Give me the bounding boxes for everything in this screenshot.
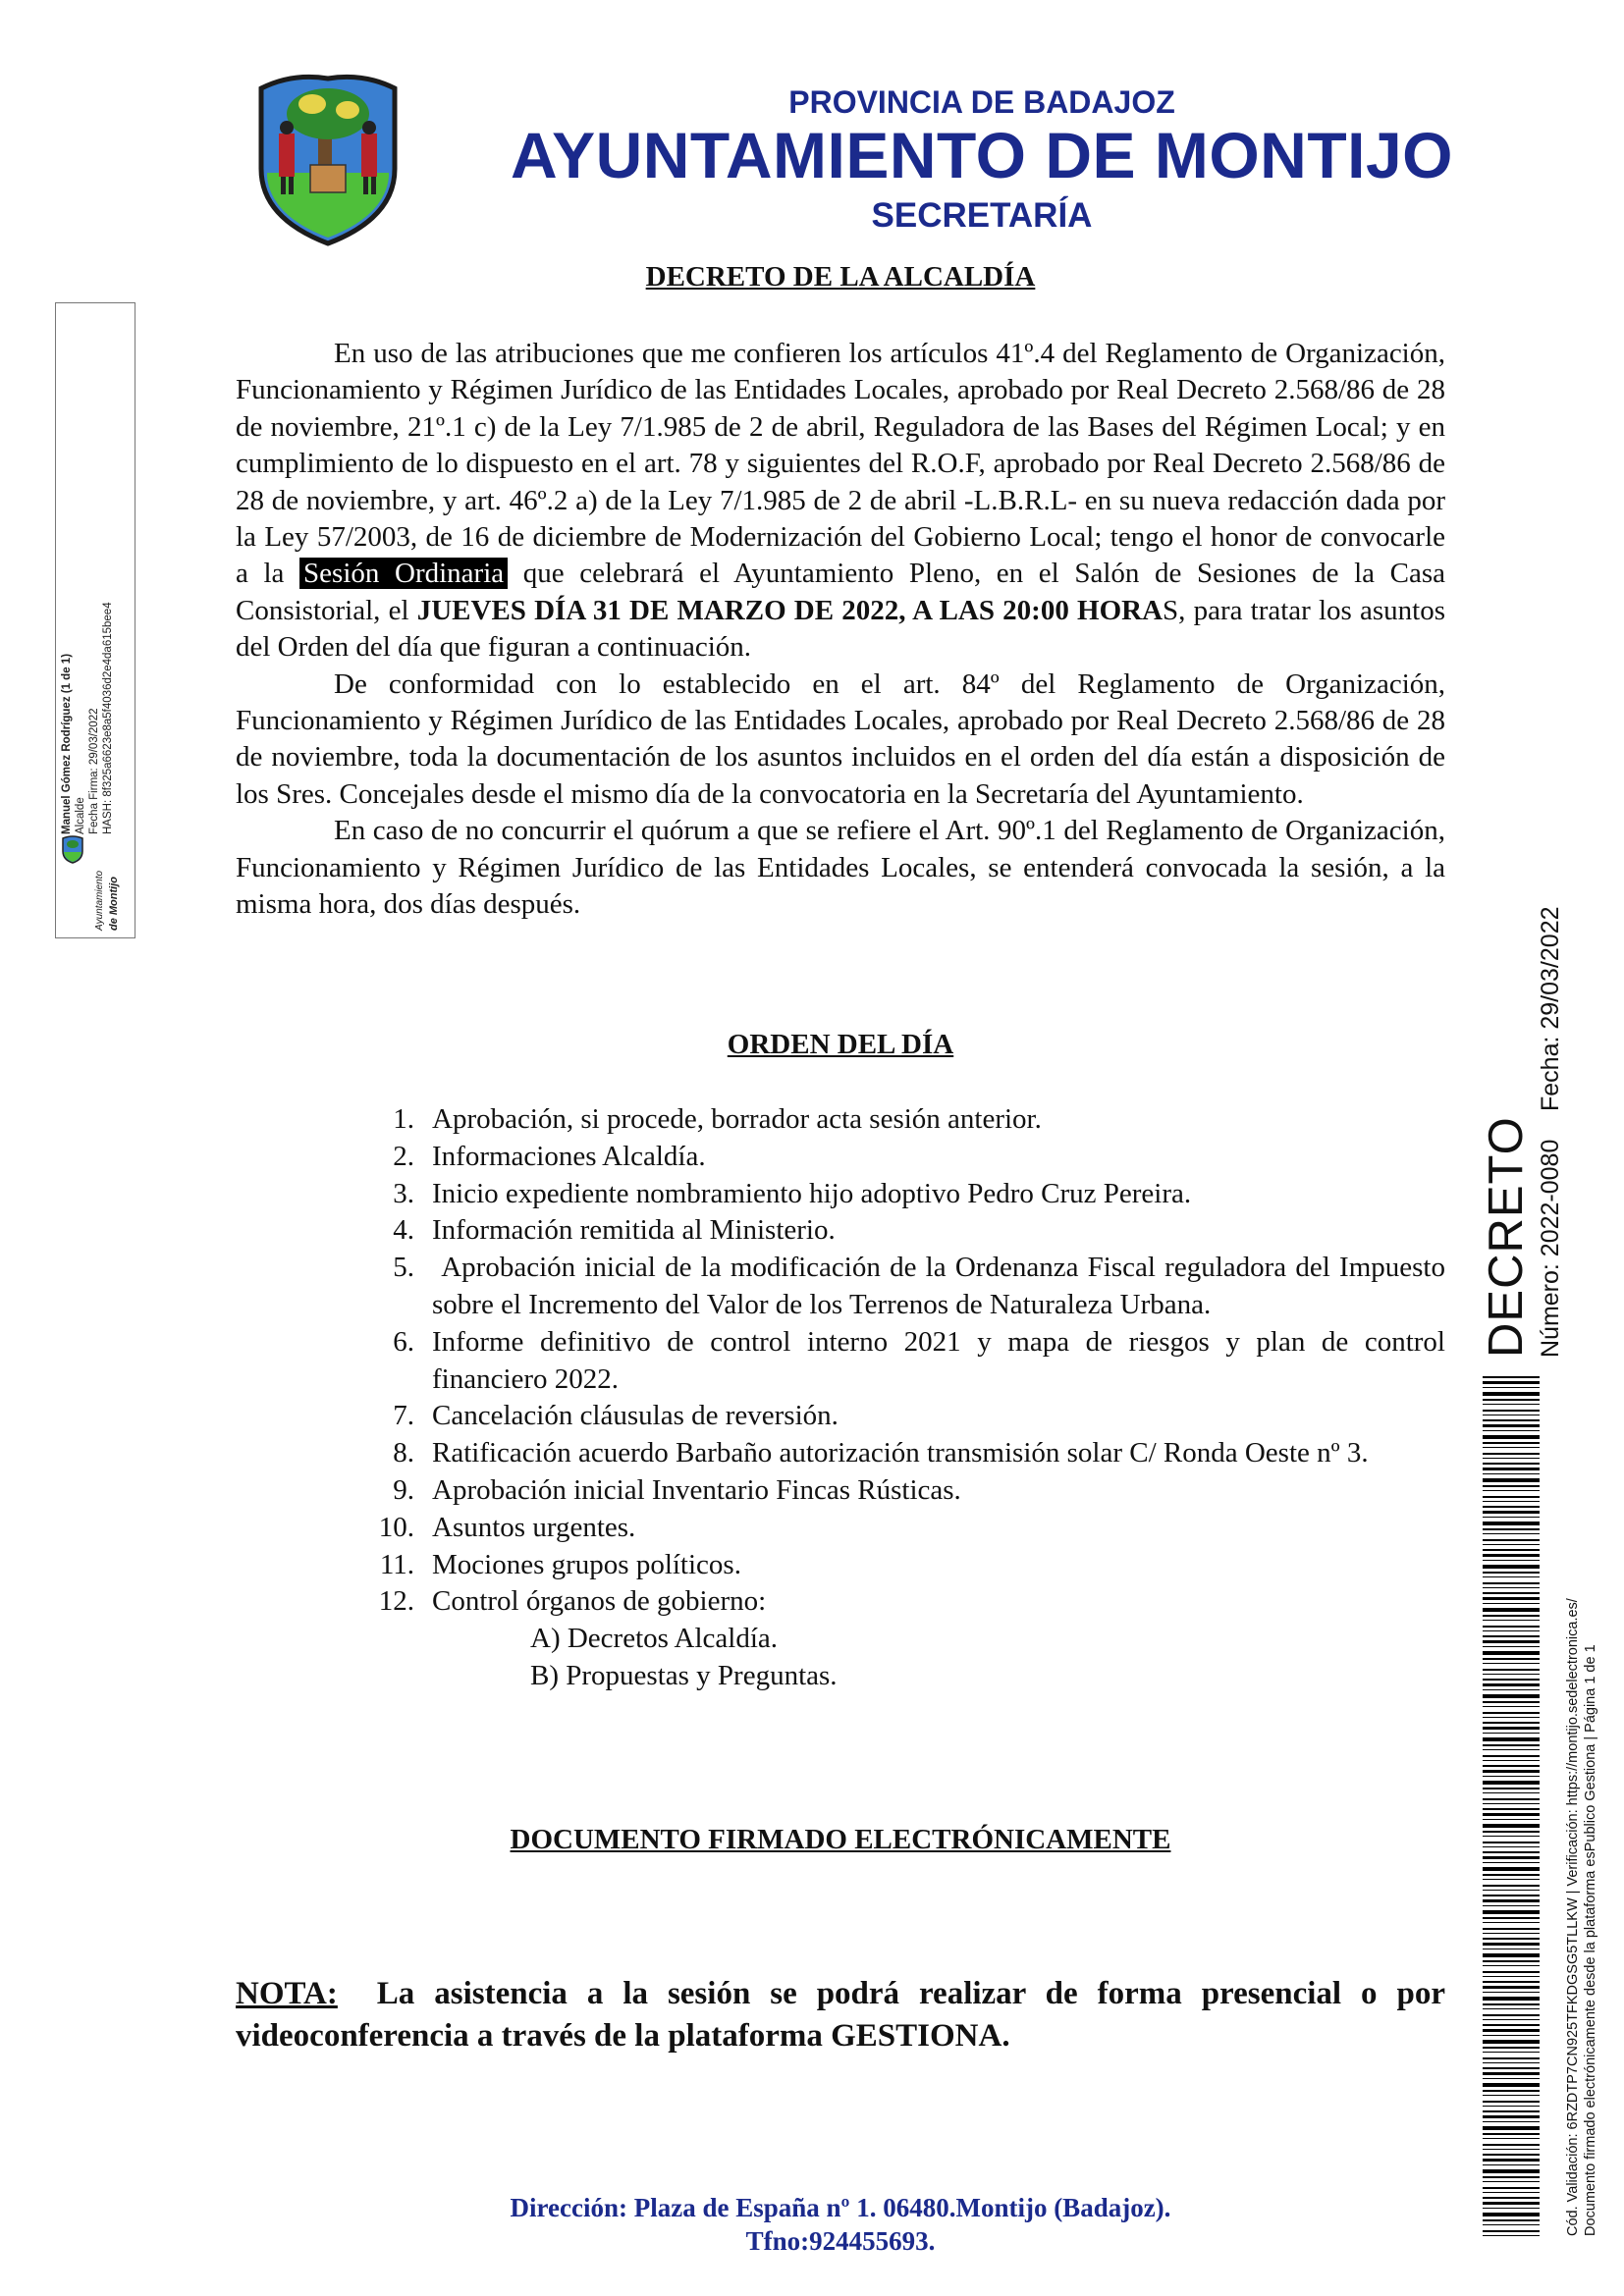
barcode-bar <box>1483 1803 1540 1804</box>
note-label: NOTA: <box>236 1976 338 2011</box>
barcode-bar <box>1483 2083 1540 2087</box>
barcode-bar <box>1483 1867 1540 1871</box>
barcode-bar <box>1483 1565 1540 1569</box>
barcode-bar <box>1483 1679 1540 1681</box>
barcode-bar <box>1483 1712 1540 1714</box>
barcode-bar <box>1483 1435 1540 1439</box>
barcode-bar <box>1483 2014 1540 2016</box>
barcode-bar <box>1483 1910 1540 1914</box>
barcode-bar <box>1483 1856 1540 1859</box>
barcode-bar <box>1483 2197 1540 2199</box>
barcode-bar <box>1483 2008 1540 2009</box>
barcode-bar <box>1483 1965 1540 1966</box>
barcode-bar <box>1483 1997 1540 2001</box>
barcode-icon <box>1483 1376 1540 2236</box>
agenda-item: 8. Ratificación acuerdo Barbaño autorización transmisión solar C/ Ronda Oeste nº 3. <box>393 1437 1369 1469</box>
agenda-item: 3. Inicio expediente nombramiento hijo adoptivo Pedro Cruz Pereira. <box>393 1177 1192 1209</box>
barcode-bar <box>1483 1419 1540 1421</box>
paragraph-convocation: En uso de las atribuciones que me confieren los artículos 41º.4 del Reglamento de Organización, Funcionamiento y Régimen Jurídico de las Entidades Locales, aprobado por Real Decreto 2.568/86 de 28 de noviembre, 21º.1 c) de la Ley 7/1.985 de 2 de abril, Reguladora de las Bases del Régimen Local; y en cumplimiento de lo dispuesto en el art. 78 y siguientes del R.O.F, aprobado por Real Decreto 2.568/86 de 28 de noviembre, y art. 46º.2 a) de la Ley 7/1.985 de 2 de abril -L.B.R.L- en su nueva redacción dada por la Ley 57/2003, de 16 de diciembre de Modernización del Gobierno Local; tengo el honor de convocarle a la Sesión Ordinaria que celebrará el Ayuntamiento Pleno, en el Salón de Sesiones de la Casa Consistorial, el JUEVES DÍA 31 DE MARZO DE 2022, A LAS 20:00 HORAS, para tratar los asuntos del Orden del día que figuran a continuación. <box>236 338 1446 664</box>
barcode-bar <box>1483 1635 1540 1637</box>
barcode-bar <box>1483 2052 1540 2053</box>
barcode-bar <box>1483 1399 1540 1401</box>
barcode-bar <box>1483 2106 1540 2107</box>
agenda-subitem: B) Propuestas y Preguntas. <box>530 1659 838 1691</box>
barcode-bar <box>1483 1376 1540 1378</box>
barcode-bar <box>1483 1706 1540 1707</box>
agenda-item: 10. Asuntos urgentes. <box>378 1511 636 1543</box>
barcode-bar <box>1483 2230 1540 2232</box>
barcode-bar <box>1483 1447 1540 1448</box>
barcode-bar <box>1483 1576 1540 1577</box>
barcode-bar <box>1483 1528 1540 1530</box>
barcode-bar <box>1483 1572 1540 1574</box>
barcode-bar <box>1483 2176 1540 2178</box>
barcode-bar <box>1483 1733 1540 1734</box>
barcode-bar <box>1483 2149 1540 2150</box>
stamp-number: Número: 2022-0080 <box>1537 1139 1564 1358</box>
org-line-1: Ayuntamiento <box>94 870 105 931</box>
agenda-item: 9. Aprobación inicial Inventario Fincas Rústicas. <box>393 1473 961 1506</box>
mini-coat-of-arms-icon <box>61 834 84 864</box>
agenda-item: 11. Mociones grupos políticos. <box>379 1548 741 1580</box>
signed-notice: DOCUMENTO FIRMADO ELECTRÓNICAMENTE <box>510 1824 1171 1855</box>
barcode-bar <box>1483 1694 1540 1698</box>
barcode-bar <box>1483 2078 1540 2079</box>
agenda-list <box>363 1101 1453 1695</box>
barcode-bar <box>1483 1549 1540 1551</box>
barcode-bar <box>1483 2029 1540 2032</box>
barcode-bar <box>1483 1895 1540 1896</box>
validation-code: Cód. Validación: 6RZDTP7CN925TFKDGSG5TLLKW | Verificación: https://montijo.sedelectronica.es/ <box>1565 1598 1581 2236</box>
barcode-bar <box>1483 1808 1540 1810</box>
barcode-bar <box>1483 1717 1540 1718</box>
signature-hash: HASH: 8f325a6623e8a5f4036d2e4da615bee4 <box>102 602 114 834</box>
barcode-bar <box>1483 1899 1540 1902</box>
barcode-bar <box>1483 1770 1540 1773</box>
footer-phone: Tfno:924455693. <box>745 2226 936 2256</box>
barcode-bar <box>1483 1587 1540 1588</box>
agenda-subitem: A) Decretos Alcaldía. <box>530 1623 779 1655</box>
barcode-bar <box>1483 2072 1540 2075</box>
barcode-bar <box>1483 2144 1540 2146</box>
barcode-bar <box>1483 1646 1540 1647</box>
barcode-bar <box>1483 1722 1540 1724</box>
signature-date: Fecha Firma: 29/03/2022 <box>88 708 100 834</box>
barcode-bar <box>1483 1473 1540 1474</box>
barcode-bar <box>1483 1506 1540 1508</box>
barcode-bar <box>1483 1846 1540 1847</box>
barcode-bar <box>1483 2213 1540 2216</box>
barcode-bar <box>1483 1874 1540 1876</box>
barcode-bar <box>1483 2159 1540 2162</box>
barcode-bar <box>1483 1511 1540 1514</box>
barcode-bar <box>1483 1701 1540 1703</box>
barcode-bar <box>1483 1630 1540 1631</box>
barcode-bar <box>1483 1554 1540 1557</box>
agenda-item: 12. Control órganos de gobierno: <box>378 1585 767 1618</box>
barcode-bar <box>1483 1640 1540 1643</box>
paragraph-documentation: De conformidad con lo establecido en el art. 84º del Reglamento de Organización, Funcionamiento y Régimen Jurídico de las Entidades Locales, aprobado por Real Decreto 2.568/86 de 28 de noviembre, toda la documentación de los asuntos incluidos en el orden del día están a disposición de los Sres. Concejales desde el mismo día de la convocatoria en la Secretaría del Ayuntamiento. <box>236 667 1445 810</box>
agenda-item: 7. Cancelación cláusulas de reversión. <box>393 1400 839 1432</box>
agenda-item: 4. Información remitida al Ministerio. <box>393 1214 836 1247</box>
barcode-bar <box>1483 2110 1540 2112</box>
barcode-bar <box>1483 2187 1540 2189</box>
barcode-bar <box>1483 1842 1540 1843</box>
barcode-bar <box>1483 2019 1540 2020</box>
barcode-bar <box>1483 1792 1540 1793</box>
barcode-bar <box>1483 1592 1540 1594</box>
barcode-bar <box>1483 1463 1540 1465</box>
barcode-bar <box>1483 2192 1540 2193</box>
agenda-title: ORDEN DEL DÍA <box>727 1029 954 1060</box>
barcode-bar <box>1483 2224 1540 2225</box>
barcode-bar <box>1483 1478 1540 1482</box>
barcode-bar <box>1483 1603 1540 1604</box>
barcode-bar <box>1483 2003 1540 2005</box>
barcode-bar <box>1483 1663 1540 1664</box>
barcode-bar <box>1483 1392 1540 1396</box>
barcode-bar <box>1483 2181 1540 2182</box>
barcode-bar <box>1483 1544 1540 1545</box>
barcode-bar <box>1483 1943 1540 1946</box>
session-type-highlight: Sesión Ordinaria <box>299 558 508 589</box>
barcode-bar <box>1483 1496 1540 1498</box>
barcode-bar <box>1483 2208 1540 2209</box>
org-line-2: de Montijo <box>108 877 120 931</box>
barcode-bar <box>1483 1836 1540 1837</box>
barcode-bar <box>1483 1824 1540 1828</box>
barcode-bar <box>1483 1669 1540 1671</box>
barcode-bar <box>1483 1560 1540 1561</box>
barcode-bar <box>1483 1885 1540 1887</box>
barcode-bar <box>1483 2235 1540 2236</box>
barcode-bar <box>1483 1776 1540 1777</box>
barcode-bar <box>1483 1689 1540 1690</box>
barcode-bar <box>1483 1453 1540 1455</box>
barcode-bar <box>1483 1615 1540 1617</box>
barcode-bar <box>1483 2169 1540 2173</box>
barcode-bar <box>1483 1760 1540 1761</box>
note-text: La asistencia a la sesión se podrá realizar de forma presencial o por videoconferencia a través de la plataforma GESTIONA. <box>236 1976 1445 2054</box>
barcode-bar <box>1483 2115 1540 2118</box>
barcode-bar <box>1483 1831 1540 1833</box>
barcode-bar <box>1483 1813 1540 1816</box>
barcode-bar <box>1483 1917 1540 1919</box>
department-heading: SECRETARÍA <box>871 196 1093 235</box>
barcode-bar <box>1483 2138 1540 2139</box>
barcode-bar <box>1483 1851 1540 1853</box>
agenda-item: 1. Aprobación, si procede, borrador acta sesión anterior. <box>393 1103 1042 1135</box>
barcode-bar <box>1483 1533 1540 1534</box>
municipality-title: AYUNTAMIENTO DE MONTIJO <box>510 119 1454 191</box>
barcode-bar <box>1483 1798 1540 1800</box>
barcode-bar <box>1483 1404 1540 1405</box>
barcode-bar <box>1483 1819 1540 1820</box>
signer-role: Alcalde <box>75 797 86 834</box>
barcode-bar <box>1483 1468 1540 1470</box>
stamp-type: DECRETO <box>1480 1116 1533 1358</box>
barcode-bar <box>1483 1410 1540 1412</box>
barcode-bar <box>1483 2219 1540 2221</box>
barcode-bar <box>1483 1582 1540 1584</box>
decree-body <box>236 336 1445 924</box>
barcode-bar <box>1483 1933 1540 1934</box>
agenda-item: 6. Informe definitivo de control interno 2021 y mapa de riesgos y plan de control financiero 2022. <box>393 1325 1445 1395</box>
barcode-bar <box>1483 1424 1540 1427</box>
barcode-bar <box>1483 1755 1540 1757</box>
barcode-bar <box>1483 1992 1540 1993</box>
barcode-bar <box>1483 2090 1540 2092</box>
barcode-bar <box>1483 1986 1540 1989</box>
barcode-bar <box>1483 1490 1540 1491</box>
barcode-bar <box>1483 1749 1540 1750</box>
barcode-bar <box>1483 1879 1540 1880</box>
agenda-item: 5. Aprobación inicial de la modificación de la Ordenanza Fiscal reguladora del Impuesto sobre el Incremento del Valor de los Terrenos de Naturaleza Urbana. <box>393 1252 1453 1320</box>
barcode-bar <box>1483 1971 1540 1973</box>
barcode-bar <box>1483 2101 1540 2103</box>
barcode-bar <box>1483 1781 1540 1785</box>
barcode-bar <box>1483 1674 1540 1675</box>
barcode-bar <box>1483 1608 1540 1612</box>
barcode-bar <box>1483 1430 1540 1431</box>
barcode-bar <box>1483 1890 1540 1891</box>
province-heading: PROVINCIA DE BADAJOZ <box>788 84 1175 120</box>
barcode-bar <box>1483 2126 1540 2130</box>
platform-notice: Documento firmado electrónicamente desde la plataforma esPublico Gestiona | Página 1 de 1 <box>1583 1644 1598 2236</box>
barcode-bar <box>1483 1387 1540 1388</box>
signer-name: Manuel Gómez Rodríguez (1 de 1) <box>61 653 73 834</box>
barcode-bar <box>1483 2121 1540 2122</box>
barcode-bar <box>1483 2057 1540 2059</box>
barcode-bar <box>1483 2095 1540 2096</box>
barcode-bar <box>1483 1981 1540 1983</box>
barcode-bar <box>1483 1960 1540 1962</box>
barcode-bar <box>1483 1522 1540 1525</box>
barcode-bar <box>1483 2047 1540 2049</box>
coat-of-arms-icon <box>253 71 403 247</box>
session-date: JUEVES DÍA 31 DE MARZO DE 2022, A LAS 20:00 HORA <box>416 594 1164 626</box>
stamp-date: Fecha: 29/03/2022 <box>1537 906 1564 1111</box>
barcode-bar <box>1483 1922 1540 1923</box>
barcode-bar <box>1483 2067 1540 2069</box>
barcode-bar <box>1483 1953 1540 1957</box>
barcode-bar <box>1483 1976 1540 1977</box>
barcode-bar <box>1483 1381 1540 1384</box>
barcode-bar <box>1483 1727 1540 1730</box>
barcode-bar <box>1483 1737 1540 1741</box>
barcode-bar <box>1483 2024 1540 2026</box>
barcode-bar <box>1483 1765 1540 1767</box>
barcode-bar <box>1483 1744 1540 1746</box>
barcode-bar <box>1483 1485 1540 1487</box>
barcode-bar <box>1483 1683 1540 1686</box>
barcode-bar <box>1483 1501 1540 1502</box>
barcode-bar <box>1483 2164 1540 2165</box>
barcode-bar <box>1483 2040 1540 2044</box>
paragraph-quorum: En caso de no concurrir el quórum a que se refiere el Art. 90º.1 del Reglamento de Organización, Funcionamiento y Régimen Jurídico de las Entidades Locales, se entenderá convocada la sesión, a la misma hora, dos días después. <box>236 815 1445 921</box>
barcode-bar <box>1483 1597 1540 1600</box>
barcode-bar <box>1483 1620 1540 1621</box>
barcode-bar <box>1483 1658 1540 1660</box>
barcode-bar <box>1483 1442 1540 1444</box>
decree-title: DECRETO DE LA ALCALDÍA <box>645 261 1036 293</box>
barcode-bar <box>1483 1626 1540 1628</box>
barcode-bar <box>1483 2062 1540 2063</box>
agenda-item: 2. Informaciones Alcaldía. <box>393 1140 706 1172</box>
barcode-bar <box>1483 1862 1540 1863</box>
barcode-bar <box>1483 1539 1540 1541</box>
barcode-bar <box>1483 1788 1540 1789</box>
barcode-bar <box>1483 1651 1540 1655</box>
barcode-bar <box>1483 1938 1540 1940</box>
barcode-bar <box>1483 2035 1540 2036</box>
barcode-bar <box>1483 1928 1540 1930</box>
barcode-bar <box>1483 2202 1540 2205</box>
note <box>236 1973 1445 2057</box>
barcode-bar <box>1483 2133 1540 2135</box>
barcode-bar <box>1483 2154 1540 2156</box>
barcode-bar <box>1483 1458 1540 1459</box>
barcode-bar <box>1483 1517 1540 1518</box>
barcode-bar <box>1483 1905 1540 1906</box>
footer-address: Dirección: Plaza de España nº 1. 06480.Montijo (Badajoz). <box>510 2193 1171 2222</box>
